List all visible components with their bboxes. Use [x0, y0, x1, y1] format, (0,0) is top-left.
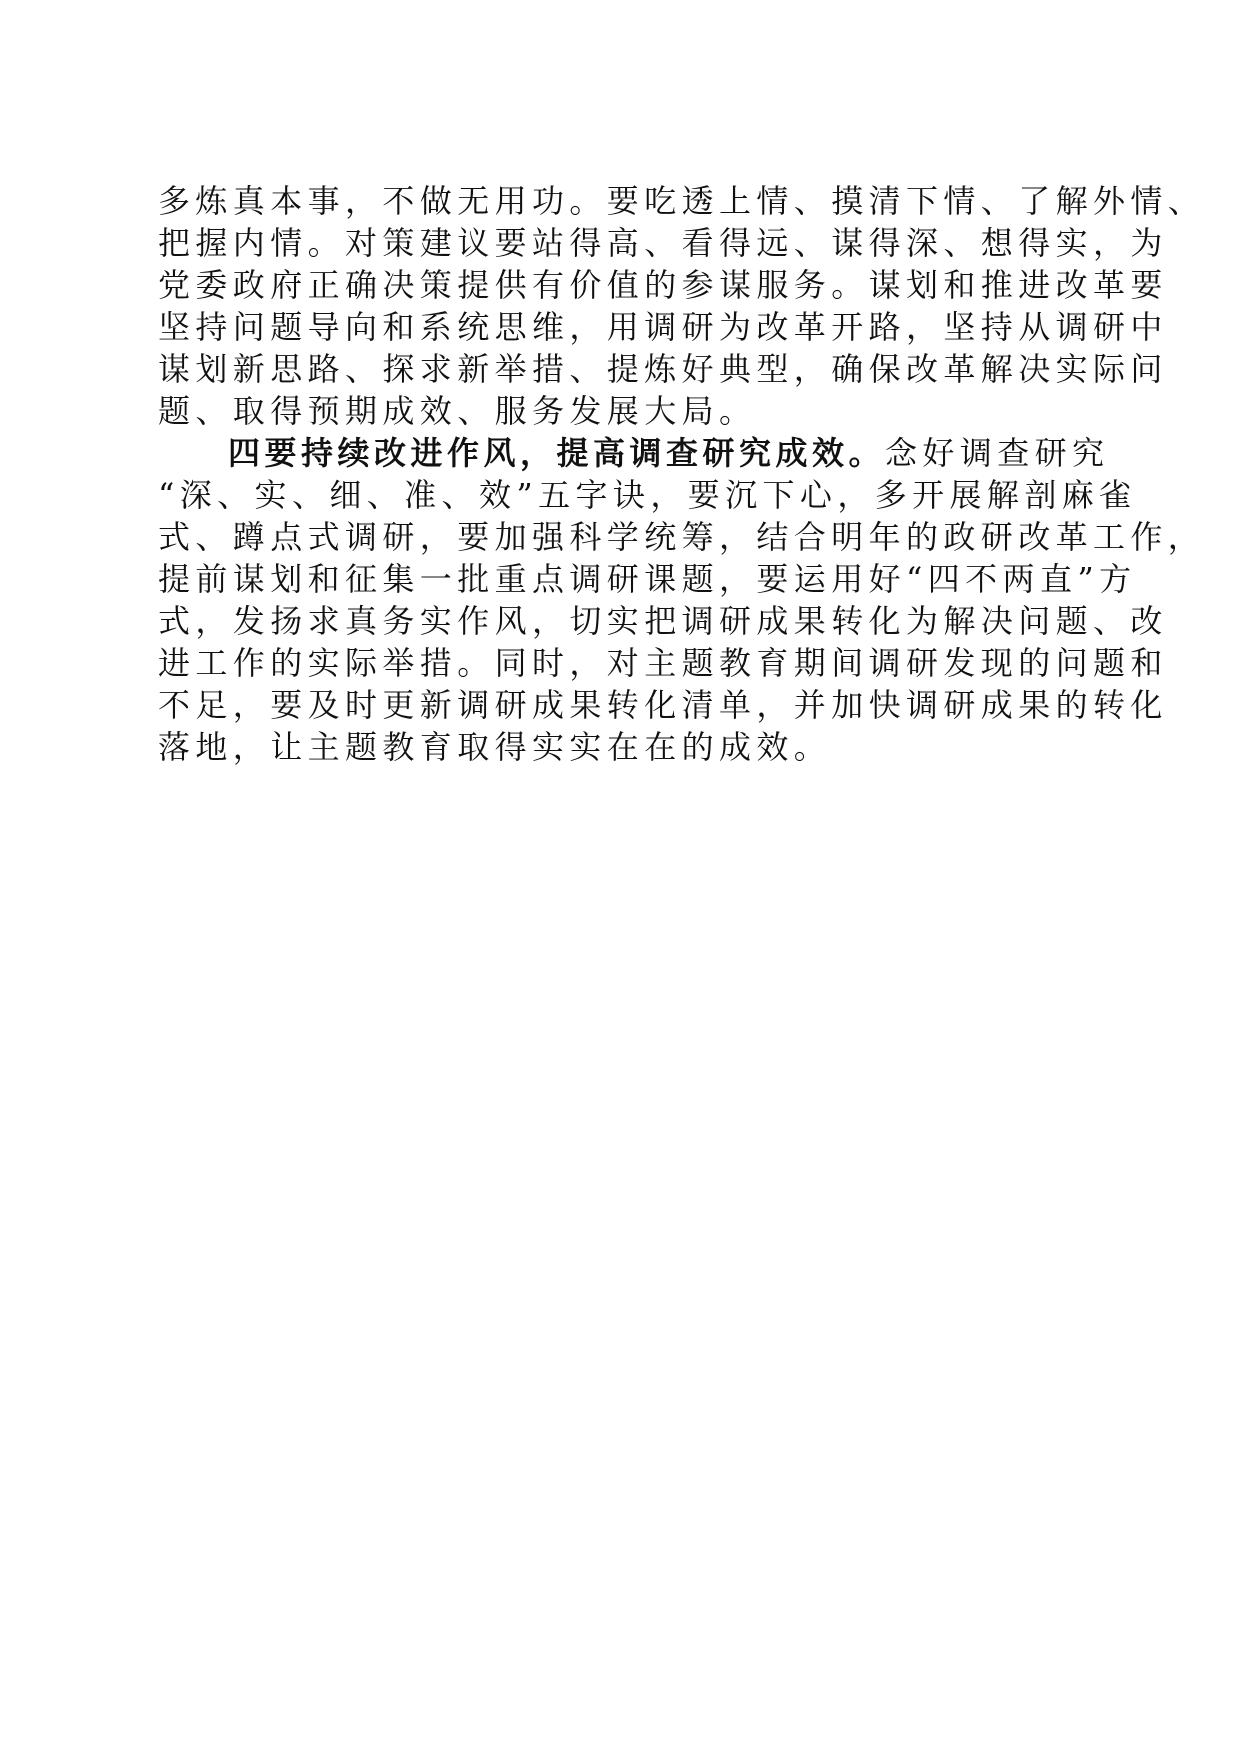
paragraph-line: 题、取得预期成效、服务发展大局。: [158, 392, 757, 430]
paragraph-line: 进工作的实际举措。同时，对主题教育期间调研发现的问题和: [158, 644, 1168, 682]
paragraph-first-line: [158, 432, 1110, 474]
paragraph-line: 多炼真本事，不做无用功。要吃透上情、摸清下情、了解外情、: [158, 182, 1206, 220]
paragraph-continuation: [158, 180, 1206, 432]
paragraph-line: 党委政府正确决策提供有价值的参谋服务。谋划和推进改革要: [158, 266, 1168, 304]
paragraph-line: 把握内情。对策建议要站得高、看得远、谋得深、想得实，为: [158, 224, 1168, 262]
paragraph-line: 式，发扬求真务实作风，切实把调研成果转化为解决问题、改: [158, 602, 1168, 640]
paragraph-line: 式、蹲点式调研，要加强科学统筹，结合明年的政研改革工作，: [158, 518, 1206, 556]
document-body: [158, 180, 1206, 768]
section-heading: 四要持续改进作风，提高调查研究成效。: [228, 434, 886, 472]
paragraph-line: 坚持问题导向和系统思维，用调研为改革开路，坚持从调研中: [158, 308, 1168, 346]
paragraph-line: 落地，让主题教育取得实实在在的成效。: [158, 728, 832, 766]
paragraph-line: “深、实、细、准、效”五字诀，要沉下心，多开展解剖麻雀: [158, 476, 1137, 514]
paragraph-section-four: [158, 432, 1206, 768]
paragraph-line: 不足，要及时更新调研成果转化清单，并加快调研成果的转化: [158, 686, 1168, 724]
paragraph-line: 提前谋划和征集一批重点调研课题，要运用好“四不两直”方: [158, 560, 1137, 598]
heading-trailing-text: 念好调查研究: [885, 434, 1110, 472]
paragraph-line: 谋划新思路、探求新举措、提炼好典型，确保改革解决实际问: [158, 350, 1168, 388]
